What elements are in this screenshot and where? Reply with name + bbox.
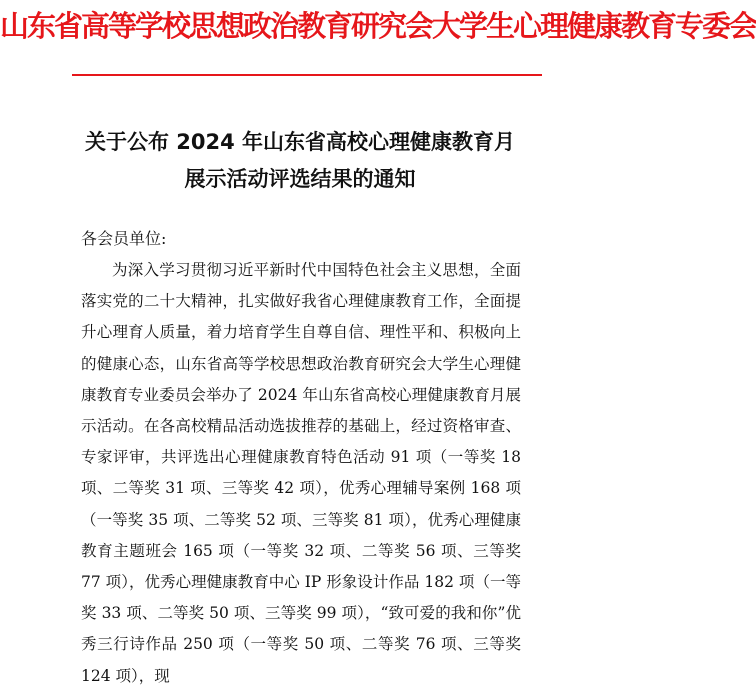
body-paragraph: 为深入学习贯彻习近平新时代中国特色社会主义思想，全面落实党的二十大精神，扎实做好我省心理健康教育工作，全面提升心理育人质量，着力培育学生自尊自信、理性平和、积极向上的健康心态，山东省高等学校思想政治教育研究会大学生心理健康教育专业委员会举办了 2024 年山东省高校心理健康教育月展示活动。在各高校精品活动选拔推荐的基础上，经过资格审查、专家评审，共评选出心理健康教育特色活动 91 项（一等奖 18 项、二等奖 31 项、三等奖 42 项），优秀心理辅导案例 168 项（一等奖 35 项、二等奖 52 项、三等奖 81 项），优秀心理健康教育主题班会 165 项（一等奖 32 项、二等奖 56 项、三等奖 77 项），优秀心理健康教育中心 IP 形象设计作品 182 项（一等奖 33 项、二等奖 50 项、三等奖 99 项），“致可爱的我和你”优秀三行诗作品 250 项（一等奖 50 项、二等奖 76 项、三等奖 124 项），现 — [81, 261, 521, 685]
header-red-rule — [72, 74, 542, 76]
organization-header: 山东省高等学校思想政治教育研究会大学生心理健康教育专委会 — [0, 9, 756, 43]
salutation: 各会员单位: — [81, 229, 167, 248]
document-title-line-1: 关于公布 2024 年山东省高校心理健康教育月 — [84, 130, 516, 154]
document-title-line-2: 展示活动评选结果的通知 — [184, 167, 416, 191]
